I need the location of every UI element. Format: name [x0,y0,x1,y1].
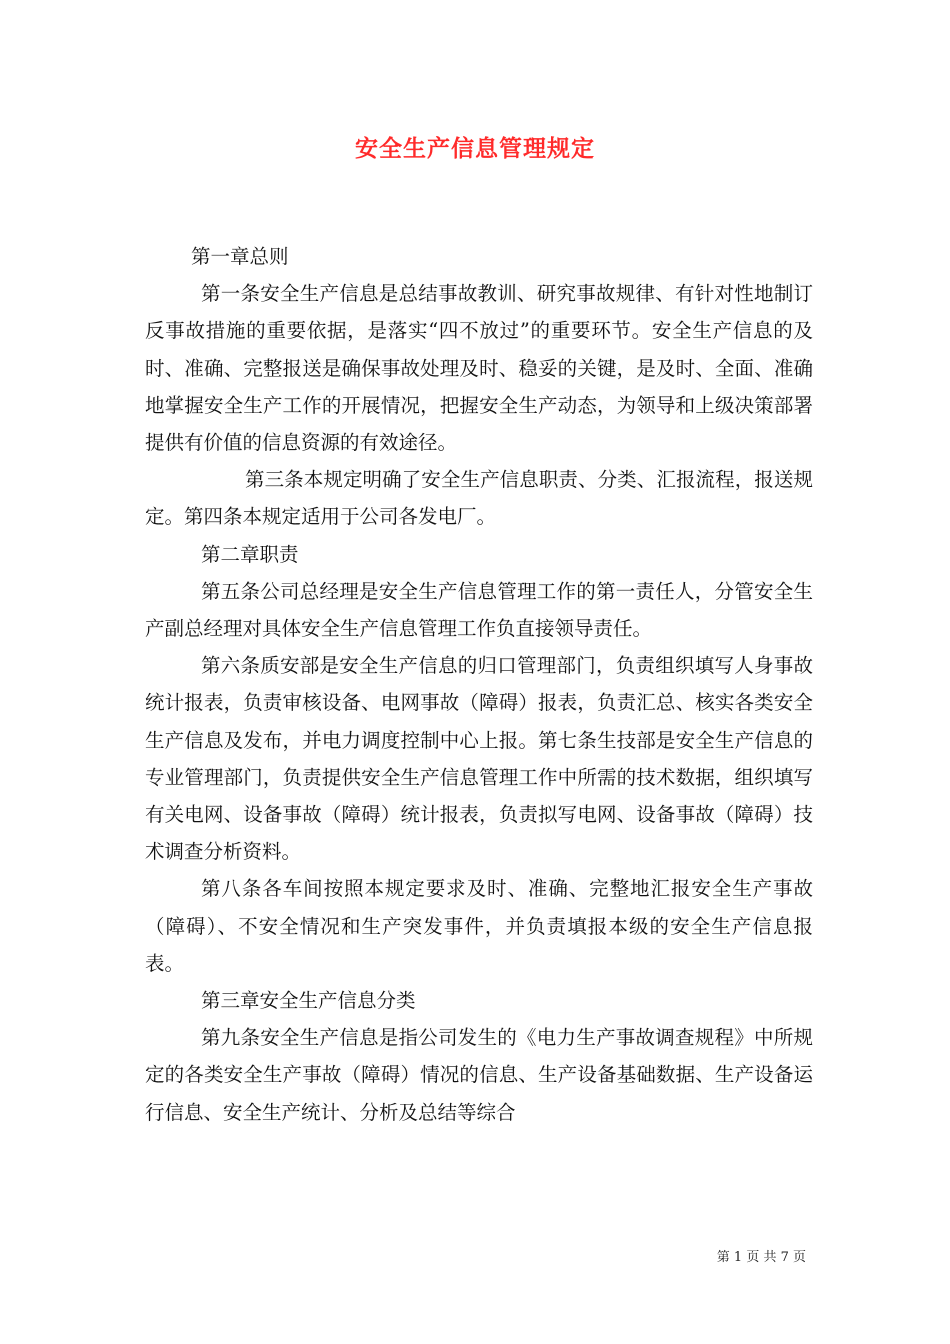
chapter-heading-2: 第二章职责 [201,542,299,566]
paragraph-article-5: 第五条公司总经理是安全生产信息管理工作的第一责任人，分管安全生产副总经理对具体安全生产信息管理工作负直接领导责任。 [145,579,813,641]
paragraph-article-6: 第六条质安部是安全生产信息的归口管理部门，负责组织填写人身事故统计报表，负责审核设备、电网事故（障碍）报表，负责汇总、核实各类安全生产信息及发布，并电力调度控制中心上报。第七条生技部是安全生产信息的专业管理部门，负责提供安全生产信息管理工作中所需的技术数据，组织填写有关电网、设备事故（障碍）统计报表，负责拟写电网、设备事故（障碍）技术调查分析资料。 [145,654,813,864]
chapter-heading-3: 第三章安全生产信息分类 [201,989,416,1013]
page-number: 第 1 页 共 7 页 [716,1250,806,1265]
paragraph-article-1: 第一条安全生产信息是总结事故教训、研究事故规律、有针对性地制订反事故措施的重要依据，是落实“四不放过”的重要环节。安全生产信息的及时、准确、完整报送是确保事故处理及时、稳妥的关键，是及时、全面、准确地掌握安全生产工作的开展情况，把握安全生产动态，为领导和上级决策部署提供有价值的信息资源的有效途径。 [145,282,813,455]
document-title: 安全生产信息管理规定 [355,135,595,162]
paragraph-article-8: 第八条各车间按照本规定要求及时、准确、完整地汇报安全生产事故（障碍）、不安全情况和生产突发事件，并负责填报本级的安全生产信息报表。 [145,877,813,975]
document-body [145,238,813,1131]
paragraph-article-9: 第九条安全生产信息是指公司发生的《电力生产事故调查规程》中所规定的各类安全生产事故（障碍）情况的信息、生产设备基础数据、生产设备运行信息、安全生产统计、分析及总结等综合 [145,1026,813,1124]
paragraph-article-3: 第三条本规定明确了安全生产信息职责、分类、汇报流程，报送规定。第四条本规定适用于公司各发电厂。 [145,468,813,529]
chapter-heading-1: 第一章总则 [191,245,289,268]
